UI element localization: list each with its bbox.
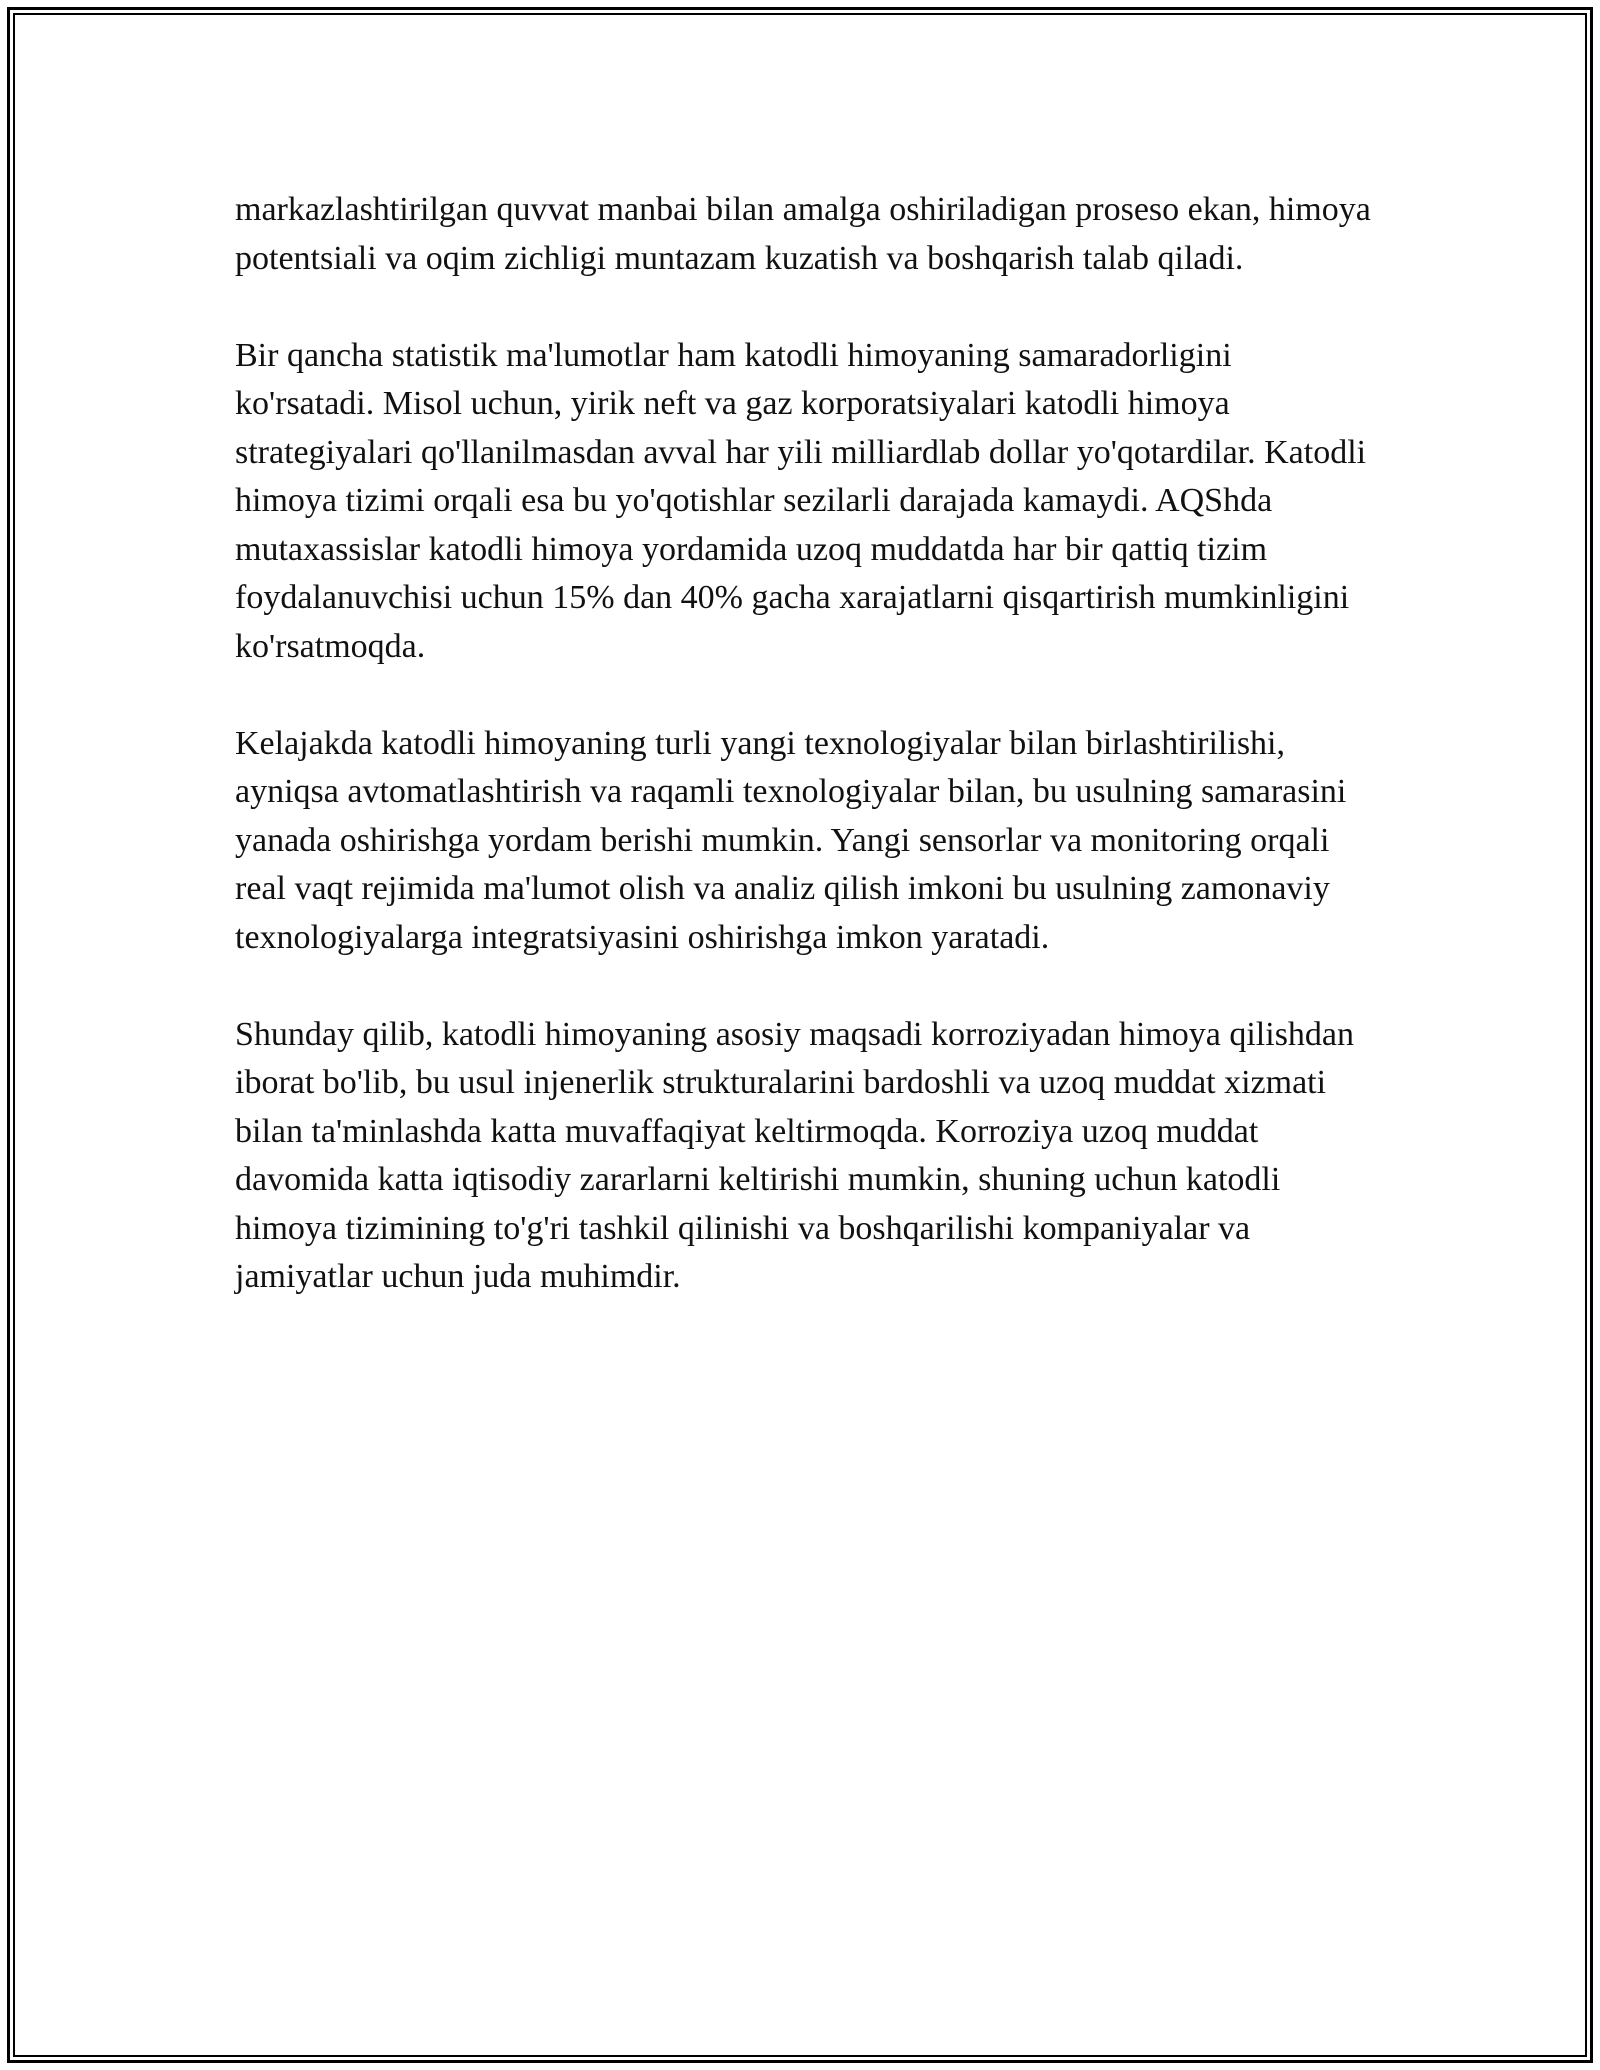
paragraph: Kelajakda katodli himoyaning turli yangi texnologiyalar bilan birlashtirilishi, ayniqsa avtomatlashtirish va raqamli texnologiyalar bilan, bu usulning samarasini yanada oshirishga yordam berishi mumkin. Yangi sensorlar va monitoring orqali real vaqt rejimida ma'lumot olish va analiz qilish imkoni bu usulning zamonaviy texnologiyalarga integratsiyasini oshirishga imkon yaratadi. bbox=[235, 724, 1347, 956]
paragraph: markazlashtirilgan quvvat manbai bilan amalga oshiriladigan proseso ekan, himoya potentsiali va oqim zichligi muntazam kuzatish va boshqarish talab qiladi. bbox=[235, 191, 1371, 277]
paragraph: Shunday qilib, katodli himoyaning asosiy maqsadi korroziyadan himoya qilishdan iborat bo'lib, bu usul injenerlik strukturalarini bardoshli va uzoq muddat xizmati bilan ta'minlashda katta muvaffaqiyat keltirmoqda. Korroziya uzoq muddat davomida katta iqtisodiy zararlarni keltirishi mumkin, shuning uchun katodli himoya tizimining to'g'ri tashkil qilinishi va boshqarilishi kompaniyalar va jamiyatlar uchun juda muhimdir. bbox=[235, 1015, 1355, 1295]
paragraph: Bir qancha statistik ma'lumotlar ham katodli himoyaning samaradorligini ko'rsatadi. Misol uchun, yirik neft va gaz korporatsiyalari katodli himoya strategiyalari qo'llanilmasdan avval har yili milliardlab dollar yo'qotardilar. Katodli himoya tizimi orqali esa bu yo'qotishlar sezilarli darajada kamaydi. AQShda mutaxassislar katodli himoya yordamida uzoq muddatda har bir qattiq tizim foydalanuvchisi uchun 15% dan 40% gacha xarajatlarni qisqartirish mumkinligini ko'rsatmoqda. bbox=[235, 336, 1367, 665]
document-body bbox=[235, 186, 1375, 1350]
